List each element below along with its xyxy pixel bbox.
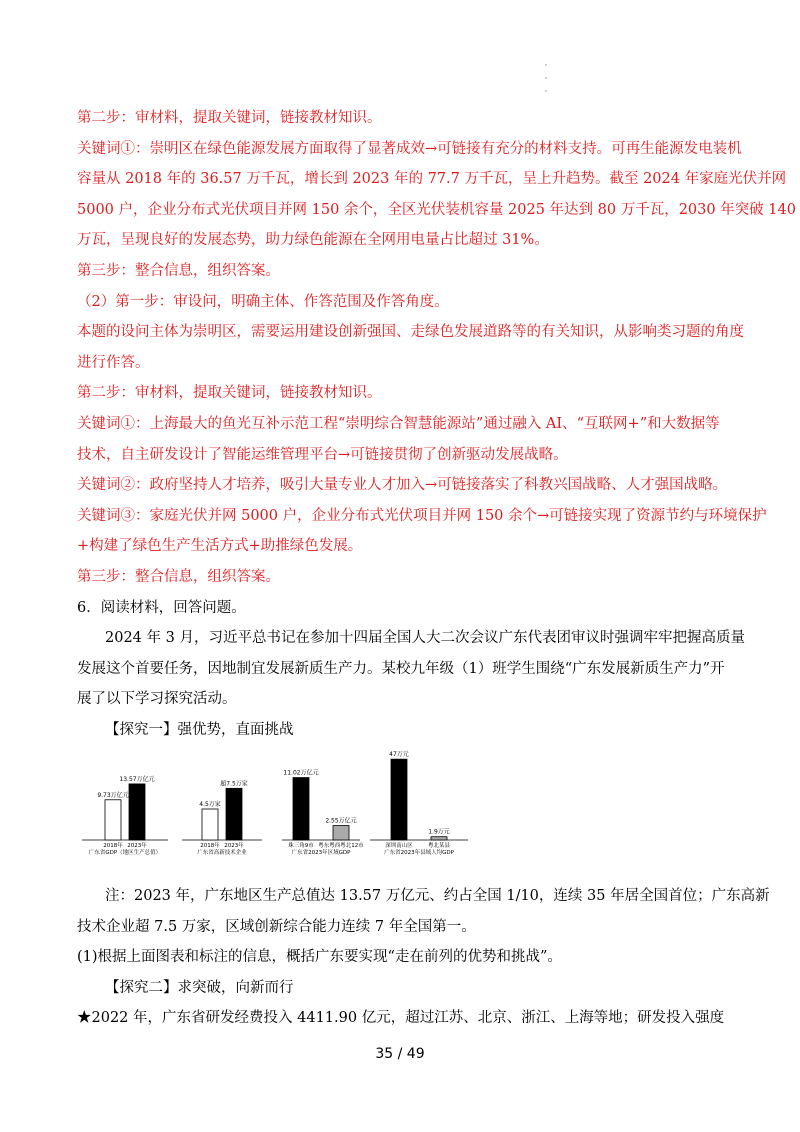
- bar-charts: [70, 740, 470, 865]
- text-line: 进行作答。: [77, 354, 150, 371]
- text-line: 发展这个首要任务，因地制宜发展新质生产力。某校九年级（1）班学生围绕“广东发展新质生产力”开: [77, 660, 725, 677]
- text-line: 注：2023 年，广东地区生产总值达 13.57 万亿元、约占全国 1/10，连续 35 年居全国首位；广东高新: [105, 888, 770, 904]
- chart-bar: [391, 759, 407, 840]
- chart-value-label: 2.55万亿元: [325, 817, 357, 825]
- text-line: (1)根据上面图表和标注的信息，概括广东要实现“走在前列的优势和挑战”。: [77, 949, 562, 966]
- text-line: 关键词①：上海最大的鱼光互补示范工程“崇明综合智慧能源站”通过融入 AI、“互联网+”和大数据等: [77, 416, 720, 432]
- text-line: 关键词①：崇明区在绿色能源发展方面取得了显著成效→可链接有充分的材料支持。可再生能源发电装机: [77, 140, 742, 157]
- header-dots: · · ·: [544, 61, 548, 97]
- text-line: （2）第一步：审设问，明确主体、作答范围及作答角度。: [77, 293, 449, 310]
- chart-category-label: 2018年: [200, 843, 220, 849]
- chart-title: 广东省GDP（地区生产总值）: [88, 850, 162, 856]
- chart-bar: [129, 784, 145, 840]
- text-line: 6．阅读材料，回答问题。: [77, 599, 246, 616]
- chart-category-label: 2023年: [127, 843, 147, 849]
- chart-category-label: 粤北某县: [427, 843, 451, 849]
- chart-title: 广东省2023年区域GDP: [291, 850, 351, 856]
- text-line: 2024 年 3 月，习近平总书记在参加十四届全国人大二次会议广东代表团审议时强调牢牢把握高质量: [105, 630, 745, 647]
- page-number: 35 / 49: [375, 1046, 425, 1062]
- text-line: ★2022 年，广东省研发经费投入 4411.90 亿元，超过江苏、北京、浙江、上海等地；研发投入强度: [77, 1010, 725, 1027]
- chart-value-label: 9.73万亿元: [97, 791, 129, 799]
- chart-value-label: 47万元: [389, 751, 409, 759]
- text-line: 关键词③：家庭光伏并网 5000 户，企业分布式光伏项目并网 150 余个→可链接实现了资源节约与环境保护: [77, 507, 767, 524]
- text-line: 本题的设问主体为崇明区，需要运用建设创新强国、走绿色发展道路等的有关知识，从影响类习题的角度: [77, 324, 744, 341]
- text-line: 技术，自主研发设计了智能运维管理平台→可链接贯彻了创新驱动发展战略。: [77, 446, 568, 463]
- text-line: 容量从 2018 年的 36.57 万千瓦，增长到 2023 年的 77.7 万千瓦，呈上升趋势。截至 2024 年家庭光伏并网: [77, 171, 787, 188]
- text-line: 展了以下学习探究活动。: [77, 691, 237, 708]
- chart-value-label: 13.57万亿元: [119, 775, 155, 783]
- text-line: 技术企业超 7.5 万家，区域创新综合能力连续 7 年全国第一。: [77, 918, 476, 935]
- chart-bar: [226, 788, 242, 840]
- chart-value-label: 11.02万亿元: [283, 769, 319, 777]
- chart-value-label: 1.9万元: [428, 828, 450, 836]
- chart-category-label: 粤东粤西粤北12市: [318, 843, 364, 849]
- chart-bar: [293, 778, 309, 840]
- chart-bar: [333, 826, 349, 840]
- chart-bar: [105, 800, 121, 840]
- chart-category-label: 2023年: [224, 843, 244, 849]
- text-line: 第二步：审材料，提取关键词，链接教材知识。: [77, 110, 382, 126]
- chart-title: 广东省高新技术企业: [197, 850, 247, 856]
- chart-category-label: 珠三角9市: [288, 843, 314, 849]
- chart-title: 广东省2023年县域人均GDP: [384, 850, 454, 856]
- text-line: 5000 户，企业分布式光伏项目并网 150 余个，全区光伏装机容量 2025 年达到 80 万千瓦，2030 年突破 140: [77, 201, 796, 218]
- text-line: 第三步：整合信息，组织答案。: [77, 569, 280, 585]
- chart-bar: [431, 837, 447, 840]
- chart-category-label: 2018年: [103, 843, 123, 849]
- text-line: 万瓦，呈现良好的发展态势，助力绿色能源在全网用电量占比超过 31%。: [77, 232, 549, 249]
- text-line: 关键词②：政府坚持人才培养，吸引大量专业人才加入→可链接落实了科教兴国战略、人才强国战略。: [77, 477, 728, 494]
- chart-bar: [202, 809, 218, 840]
- bar-charts-area: [70, 740, 470, 865]
- text-line: 第二步：审材料，提取关键词，链接教材知识。: [77, 385, 382, 402]
- text-line: 【探究二】求突破，向新而行: [105, 979, 294, 996]
- chart-value-label: 超7.5万家: [220, 780, 248, 788]
- text-line: +构建了绿色生产生活方式+助推绿色发展。: [77, 538, 363, 555]
- chart-value-label: 4.5万家: [199, 801, 221, 808]
- text-line: 第三步：整合信息，组织答案。: [77, 263, 280, 279]
- text-line: 【探究一】强优势，直面挑战: [105, 722, 294, 738]
- chart-category-label: 深圳南山区: [385, 843, 413, 849]
